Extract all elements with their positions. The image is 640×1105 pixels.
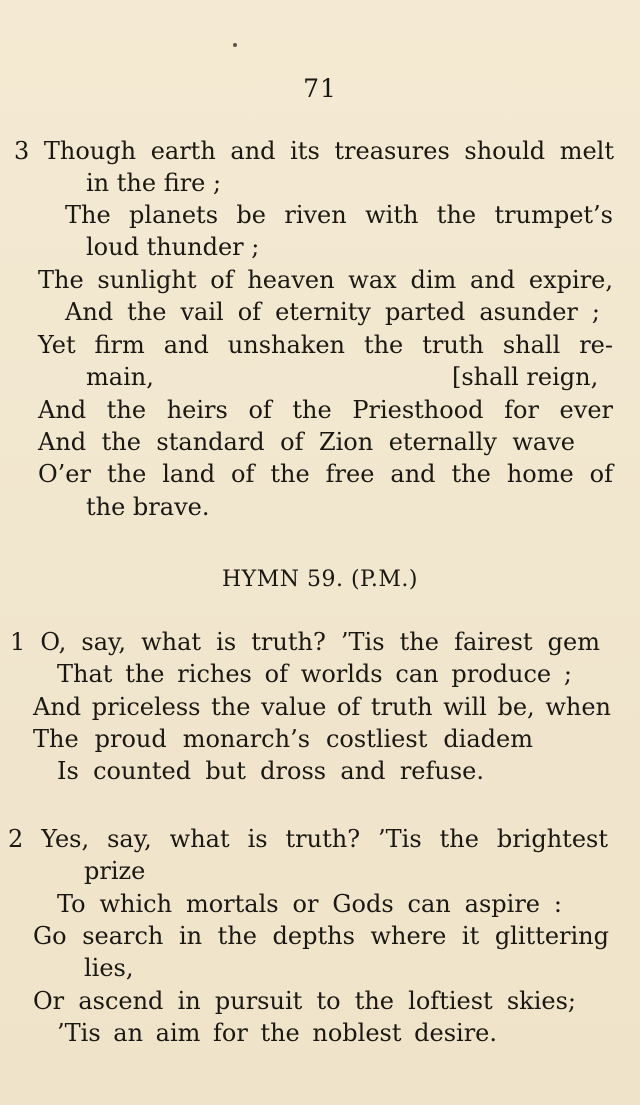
verse-line: Is counted but dross and refuse. [57,757,484,785]
verse-line: in the fire ; [86,169,222,197]
verse-line: The sunlight of heaven wax dim and expire, [38,266,613,294]
verse-line: And the vail of eternity parted asunder ; [65,298,600,326]
verse-line: lies, [84,954,134,982]
verse-line: Yet firm and unshaken the truth shall re- [38,331,613,359]
verse-line: 1 O, say, what is truth? ’Tis the fairest gem [10,628,600,656]
verse-line: loud thunder ; [86,233,260,261]
verse-line: And the heirs of the Priesthood for ever [38,396,613,424]
verse-line: main, [86,363,154,391]
verse-line: The proud monarch’s costliest diadem [33,725,533,753]
verse-line: ’Tis an aim for the noblest desire. [57,1019,497,1047]
verse-line: To which mortals or Gods can aspire : [57,890,562,918]
verse-line: prize [84,857,146,885]
verse-line: Go search in the depths where it glittering [33,922,609,950]
verse-line-bracket: [shall reign, [452,363,599,391]
verse-line: And the standard of Zion eternally wave [38,428,575,456]
hymn-title: HYMN 59. (P.M.) [222,567,418,592]
verse-line: the brave. [86,493,210,521]
page-number: 71 [303,74,337,103]
verse-line: That the riches of worlds can produce ; [57,660,572,688]
ink-speck [233,43,237,47]
verse-line: 3 Though earth and its treasures should melt [14,137,614,165]
verse-line: O’er the land of the free and the home of [38,460,613,488]
verse-line: Or ascend in pursuit to the loftiest skies; [33,987,576,1015]
verse-line: 2 Yes, say, what is truth? ’Tis the brightest [8,825,608,853]
verse-line: The planets be riven with the trumpet’s [65,201,613,229]
verse-line: And priceless the value of truth will be, when [33,693,611,721]
